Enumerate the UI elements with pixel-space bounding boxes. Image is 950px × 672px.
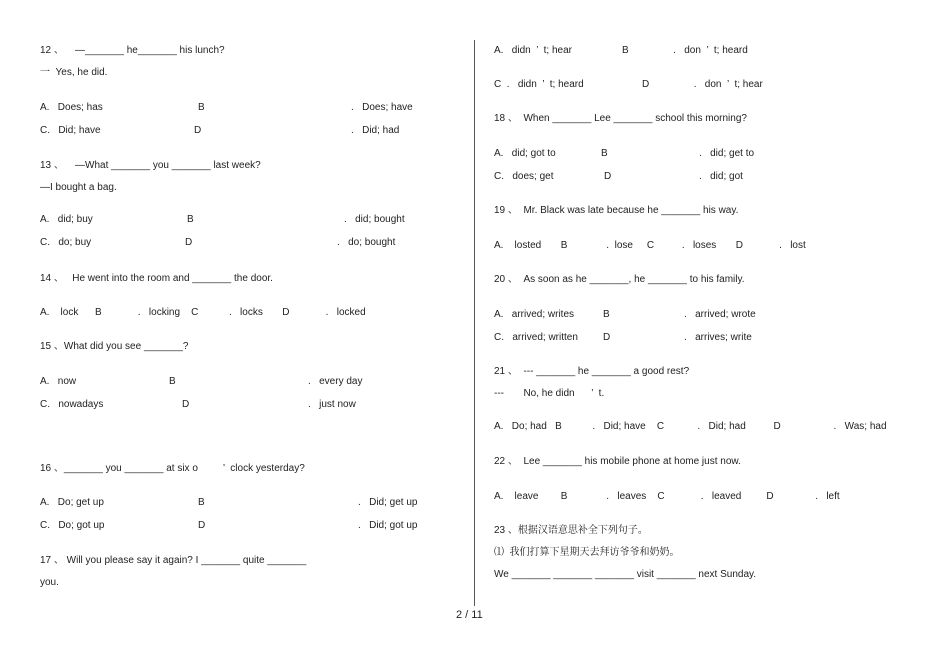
q15-option-b: . every day (308, 376, 363, 387)
q16-option-c: C. Do; got up (40, 520, 105, 531)
q20-option-d-letter: D (603, 332, 611, 343)
q18-option-c: C. does; get (494, 171, 554, 182)
q15-stem: 15 、What did you see _______? (40, 341, 189, 352)
q20-option-b-letter: B (603, 309, 610, 320)
q13-option-b: . did; bought (344, 214, 405, 225)
q23-stem: 23 、根据汉语意思补全下列句子。 (494, 525, 648, 536)
q21-stem: 21 、 --- _______ he _______ a good rest? (494, 366, 690, 377)
q13-option-d-letter: D (185, 237, 193, 248)
q13-option-d: . do; bought (337, 237, 396, 248)
q15-option-d-letter: D (182, 399, 190, 410)
q13-option-b-letter: B (187, 214, 194, 225)
q16-option-d-letter: D (198, 520, 206, 531)
q16-option-b-letter: B (198, 497, 205, 508)
q23-answer-line: We _______ _______ _______ visit _______ next Sunday. (494, 569, 757, 580)
q12-option-d-letter: D (194, 125, 202, 136)
q23-sub1: ⑴ 我们打算下星期天去拜访爷爷和奶奶。 (494, 547, 680, 558)
q16-option-d: . Did; got up (358, 520, 418, 531)
q15-option-a: A. now (40, 376, 77, 387)
page-number: 2 / 11 (456, 609, 483, 621)
q18-stem: 18 、 When _______ Lee _______ school this morning? (494, 113, 747, 124)
q13-stem: 13 、 —What _______ you _______ last week? (40, 160, 261, 171)
q18-option-b-letter: B (601, 148, 608, 159)
q18-option-d-letter: D (604, 171, 612, 182)
q17-options-line2: C . didn ’ t; heard D . don ’ t; hear (494, 79, 763, 90)
q12-reply: 一 Yes, he did. (40, 67, 108, 78)
q12-option-c: C. Did; have (40, 125, 101, 136)
q13-option-c: C. do; buy (40, 237, 92, 248)
q12-stem: 12 、 —_______ he_______ his lunch? (40, 45, 225, 56)
q18-option-a: A. did; got to (494, 148, 556, 159)
column-divider (474, 40, 475, 606)
q15-option-d: . just now (308, 399, 356, 410)
q15-option-b-letter: B (169, 376, 176, 387)
q17-stem: 17 、 Will you please say it again? I _______ quite _______ (40, 555, 307, 566)
q20-option-d: . arrives; write (684, 332, 752, 343)
q13-option-a: A. did; buy (40, 214, 93, 225)
q19-options: A. losted B . lose C . loses D . lost (494, 240, 806, 251)
q12-option-a: A. Does; has (40, 102, 103, 113)
q16-stem: 16 、_______ you _______ at six o ’ clock yesterday? (40, 463, 305, 474)
q21-reply: --- No, he didn ’ t. (494, 388, 605, 399)
q22-options: A. leave B . leaves C . leaved D . left (494, 491, 840, 502)
q18-option-d: . did; got (699, 171, 743, 182)
q20-option-a: A. arrived; writes (494, 309, 575, 320)
q16-option-b: . Did; get up (358, 497, 418, 508)
q12-option-d: . Did; had (351, 125, 400, 136)
q17-options-line1: A. didn ’ t; hear B . don ’ t; heard (494, 45, 748, 56)
q12-option-b: . Does; have (351, 102, 413, 113)
q17-stem-continued: you. (40, 577, 59, 588)
q20-stem: 20 、 As soon as he _______, he _______ to his family. (494, 274, 745, 285)
q20-option-c: C. arrived; written (494, 332, 578, 343)
q13-reply: —I bought a bag. (40, 182, 117, 193)
q14-options: A. lock B . locking C . locks D . locked (40, 307, 366, 318)
q14-stem: 14 、 He went into the room and _______ the door. (40, 273, 273, 284)
q20-option-b: . arrived; wrote (684, 309, 756, 320)
q18-option-b: . did; get to (699, 148, 755, 159)
q12-option-b-letter: B (198, 102, 205, 113)
q19-stem: 19 、 Mr. Black was late because he _______ his way. (494, 205, 739, 216)
q16-option-a: A. Do; get up (40, 497, 104, 508)
q22-stem: 22 、 Lee _______ his mobile phone at home just now. (494, 456, 741, 467)
q21-options: A. Do; had B . Did; have C . Did; had D . Was; had (494, 421, 887, 432)
q15-option-c: C. nowadays (40, 399, 104, 410)
